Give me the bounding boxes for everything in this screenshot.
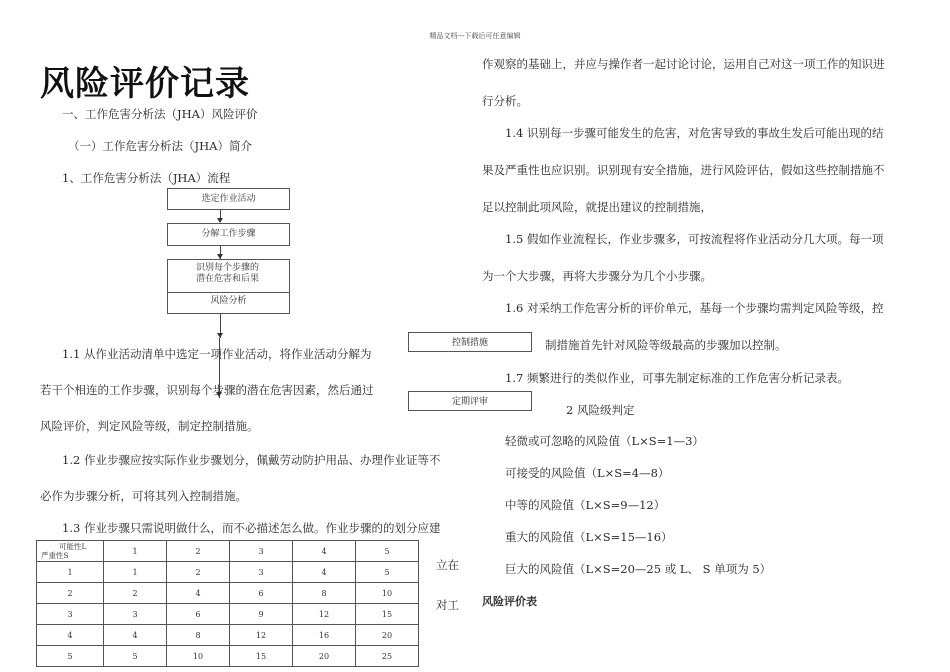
- paragraph-1-4-line-2: 果及严重性也应识别。识别现有安全措施，进行风险评估，假如这些控制措施不: [482, 163, 885, 177]
- risk-level-major: 重大的风险值（L×S=15—16）: [505, 530, 673, 544]
- risk-level-negligible: 轻微或可忽略的风险值（L×S=1—3）: [505, 434, 704, 448]
- table-row: [37, 604, 419, 625]
- paragraph-1-7: 1.7 频繁进行的类似作业，可事先制定标准的工作危害分析记录表。: [505, 371, 849, 385]
- risk-level-medium: 中等的风险值（L×S=9—12）: [505, 498, 666, 512]
- table-row: [37, 625, 419, 646]
- paragraph-1-2-line-2: 必作为步骤分析，可将其列入控制措施。: [40, 489, 247, 503]
- table-cell: 15: [230, 646, 293, 667]
- paragraph-1-3-line-2: 作观察的基础上，并应与操作者一起讨论讨论，运用自己对这一项工作的知识进: [482, 57, 885, 71]
- flow-box-control-measures: 控制措施: [408, 332, 532, 352]
- section-heading-3: 1、工作危害分析法（JHA）流程: [62, 171, 231, 185]
- table-cell: 10: [356, 583, 419, 604]
- table-cell: 6: [167, 604, 230, 625]
- table-cell: 2: [104, 583, 167, 604]
- table-corner-cell: [37, 541, 104, 562]
- table-cell: 9: [230, 604, 293, 625]
- paragraph-1-5-line-1: 1.5 假如作业流程长，作业步骤多，可按流程将作业活动分几大项。每一项: [505, 232, 884, 246]
- header-note: 精品文档---下载后可任意编辑: [429, 32, 521, 40]
- paragraph-1-1-line-2: 若干个相连的工作步骤，识别每个步骤的潜在危害因素，然后通过: [40, 383, 374, 397]
- section-heading-1: 一、工作危害分析法（JHA）风险评价: [62, 107, 258, 121]
- paragraph-1-3-line-1: 1.3 作业步骤只需说明做什么，而不必描述怎么做。作业步骤的的划分应建: [62, 521, 441, 535]
- table-cell: 2: [167, 562, 230, 583]
- paragraph-1-2-line-1: 1.2 作业步骤应按实际作业步骤划分，佩戴劳动防护用品、办理作业证等不: [62, 453, 441, 467]
- table-cell: 8: [293, 583, 356, 604]
- corner-label-severity: 严重性S: [41, 551, 69, 560]
- table-cell: 4: [293, 562, 356, 583]
- table-header-cell: 5: [356, 541, 419, 562]
- table-header-row: [37, 541, 419, 562]
- table-cell: 5: [356, 562, 419, 583]
- table-cell: 25: [356, 646, 419, 667]
- paragraph-1-6-line-1: 1.6 对采纳工作危害分析的评价单元，基每一个步骤均需判定风险等级，控: [505, 301, 884, 315]
- flow-box-identify-hazards: [167, 259, 290, 314]
- table-row: [37, 583, 419, 604]
- table-cell: 8: [167, 625, 230, 646]
- paragraph-1-1-line-1: 1.1 从作业活动清单中选定一项作业活动，将作业活动分解为: [62, 347, 372, 361]
- table-cell: 5: [104, 646, 167, 667]
- table-cell: 20: [356, 625, 419, 646]
- arrow-down-icon: [217, 333, 223, 338]
- table-cell: 2: [37, 583, 104, 604]
- risk-level-huge: 巨大的风险值（L×S=20—25 或 L、 S 单项为 5）: [505, 562, 772, 576]
- flow-box-decompose-steps: 分解工作步骤: [167, 223, 290, 246]
- table-row: [37, 646, 419, 667]
- table-cell: 6: [230, 583, 293, 604]
- table-header-cell: 3: [230, 541, 293, 562]
- paragraph-1-1-line-3: 风险评价，判定风险等级，制定控制措施。: [40, 419, 259, 433]
- table-cell: 4: [104, 625, 167, 646]
- flow-box-risk-analysis: 风险分析: [168, 292, 289, 307]
- table-cell: 5: [37, 646, 104, 667]
- paragraph-1-3-continuation-1: 立在: [436, 558, 459, 572]
- flow-box-line: 识别每个步骤的: [196, 263, 260, 273]
- table-cell: 3: [37, 604, 104, 625]
- section-heading-risk-levels: 2 风险级判定: [566, 403, 635, 417]
- flow-box-select-activity: 选定作业活动: [167, 188, 290, 210]
- table-cell: 4: [37, 625, 104, 646]
- paragraph-1-4-line-3: 足以控制此项风险，就提出建议的控制措施，: [482, 200, 712, 214]
- flow-box-line: 潜在危害和后果: [196, 274, 260, 284]
- table-cell: 12: [230, 625, 293, 646]
- table-cell: 16: [293, 625, 356, 646]
- risk-level-acceptable: 可接受的风险值（L×S=4—8）: [505, 466, 670, 480]
- corner-label-likelihood: 可能性L: [59, 542, 87, 551]
- paragraph-1-6-line-2: 制措施首先针对风险等级最高的步骤加以控制。: [545, 338, 787, 352]
- table-header-cell: 1: [104, 541, 167, 562]
- table-cell: 12: [293, 604, 356, 625]
- table-cell: 20: [293, 646, 356, 667]
- table-cell: 1: [104, 562, 167, 583]
- paragraph-1-4-line-1: 1.4 识别每一步骤可能发生的危害，对危害导致的事故生发后可能出现的结: [505, 126, 884, 140]
- table-cell: 3: [230, 562, 293, 583]
- table-cell: 15: [356, 604, 419, 625]
- table-cell: 10: [167, 646, 230, 667]
- risk-table-title: 风险评价表: [482, 595, 537, 608]
- table-cell: 4: [167, 583, 230, 604]
- paragraph-1-3-line-3: 行分析。: [482, 94, 528, 108]
- document-title: 风险评价记录: [40, 64, 250, 104]
- table-row: [37, 562, 419, 583]
- table-header-cell: 4: [293, 541, 356, 562]
- table-cell: 3: [104, 604, 167, 625]
- table-cell: 1: [37, 562, 104, 583]
- flow-box-periodic-review: 定期评审: [408, 391, 532, 411]
- paragraph-1-5-line-2: 为一个大步骤，再将大步骤分为几个小步骤。: [482, 269, 712, 283]
- table-header-cell: 2: [167, 541, 230, 562]
- risk-matrix-table: [36, 540, 419, 667]
- paragraph-1-3-continuation-2: 对工: [436, 598, 459, 612]
- section-heading-2: （一）工作危害分析法（JHA）简介: [68, 139, 252, 153]
